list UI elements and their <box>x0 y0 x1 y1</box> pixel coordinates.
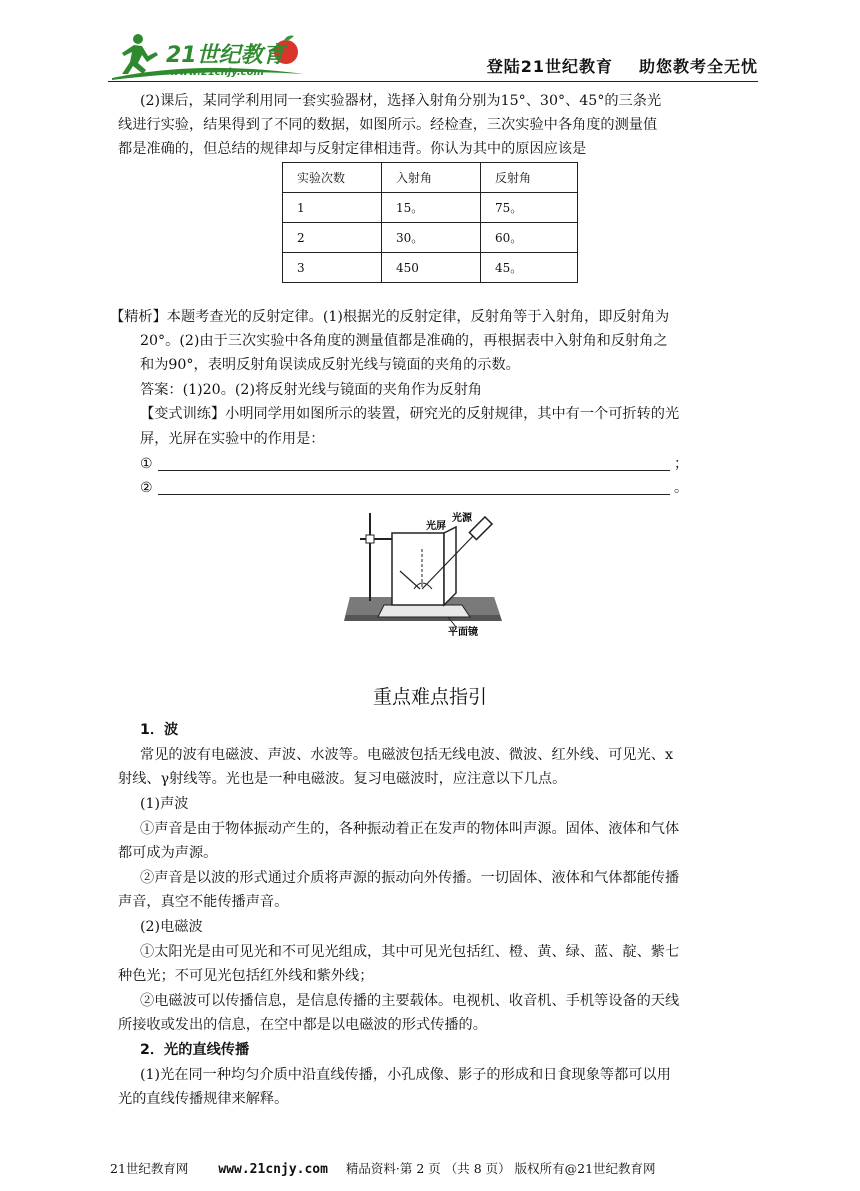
table-cell: 450 <box>382 253 481 283</box>
analysis-line1: 【精析】本题考查光的反射定律。(1)根据光的反射定律，反射角等于入射角，即反射角为 <box>110 309 670 325</box>
analysis-line3: 和为90°，表明反射角误读成反射光线与镜面的夹角的示数。 <box>140 357 520 373</box>
question2-line3: 都是准确的，但总结的规律却与反射定律相违背。你认为其中的原因应该是 <box>118 141 587 157</box>
analysis-line2: 20°。(2)由于三次实验中各角度的测量值都是准确的，再根据表中入射角和反射角之 <box>140 333 668 349</box>
blank1-prefix: ① <box>140 456 153 472</box>
label-mirror: 平面镜 <box>448 627 478 637</box>
wave-para-line2: 射线、γ射线等。光也是一种电磁波。复习电磁波时，应注意以下几点。 <box>118 771 567 787</box>
blank2-suffix: 。 <box>674 480 689 496</box>
experiment-table <box>282 162 578 283</box>
question2-line2: 线进行实验，结果得到了不同的数据，如图所示。经检查，三次实验中各角度的测量值 <box>118 117 658 133</box>
sound-item1-line2: 都可成为声源。 <box>118 845 218 861</box>
table-cell: 1 <box>283 193 382 223</box>
table-cell: 2 <box>283 223 382 253</box>
blank1-suffix: ； <box>674 456 689 472</box>
table-header-row <box>283 163 578 193</box>
footer-url-link[interactable]: www.21cnjy.com <box>218 1162 328 1177</box>
heading-wave: 1．波 <box>140 722 179 738</box>
table-header-cell: 实验次数 <box>283 163 382 193</box>
table-cell: 30。 <box>382 223 481 253</box>
light-para-line2: 光的直线传播规律来解释。 <box>118 1091 289 1107</box>
table-cell: 15。 <box>382 193 481 223</box>
header-title-part2: 助您教考全无忧 <box>638 57 758 76</box>
page-header <box>108 30 758 86</box>
variant-line1: 【变式训练】小明同学用如图所示的装置，研究光的反射规律，其中有一个可折转的光 <box>140 406 680 422</box>
table-row <box>283 253 578 283</box>
em-item2-line2: 所接收或发出的信息，在空中都是以电磁波的形式传播的。 <box>118 1017 487 1033</box>
reflection-apparatus-figure <box>344 509 506 637</box>
light-para-line1: (1)光在同一种均匀介质中沿直线传播，小孔成像、影子的形成和日食现象等都可以用 <box>140 1067 671 1083</box>
page-footer <box>110 1159 656 1177</box>
blank2-prefix: ② <box>140 480 153 496</box>
header-divider <box>108 81 758 82</box>
answer-line: 答案：(1)20。(2)将反射光线与镜面的夹角作为反射角 <box>140 382 482 398</box>
table-cell: 60。 <box>481 223 578 253</box>
section-title: 重点难点指引 <box>372 686 487 708</box>
em-item1-line2: 种色光；不可见光包括红外线和紫外线； <box>118 968 374 984</box>
label-screen: 光屏 <box>426 521 446 532</box>
table-cell: 75。 <box>481 193 578 223</box>
heading-light-propagation: 2．光的直线传播 <box>140 1042 250 1058</box>
table-cell: 45。 <box>481 253 578 283</box>
label-light-source: 光源 <box>452 513 472 524</box>
header-slogan <box>487 54 758 77</box>
table-header-cell: 反射角 <box>481 163 578 193</box>
table-row <box>283 193 578 223</box>
wave-para-line1: 常见的波有电磁波、声波、水波等。电磁波包括无线电波、微波、红外线、可见光、x <box>140 747 673 763</box>
footer-info: 精品资料·第 2 页 （共 8 页） 版权所有@21世纪教育网 <box>345 1161 656 1176</box>
subheading-em-wave: (2)电磁波 <box>140 919 203 935</box>
variant-line2: 屏，光屏在实验中的作用是： <box>140 431 325 447</box>
em-item1-line1: ①太阳光是由可见光和不可见光组成，其中可见光包括红、橙、黄、绿、蓝、靛、紫七 <box>140 944 680 960</box>
table-cell: 3 <box>283 253 382 283</box>
sound-item1-line1: ①声音是由于物体振动产生的，各种振动着正在发声的物体叫声源。固体、液体和气体 <box>140 821 680 837</box>
answer-blank-2[interactable] <box>158 494 670 495</box>
header-title-part1: 登陆21世纪教育 <box>486 57 613 76</box>
site-logo <box>108 30 308 82</box>
footer-site: 21世纪教育网 <box>110 1161 189 1176</box>
table-row <box>283 223 578 253</box>
subheading-sound: (1)声波 <box>140 796 189 812</box>
logo-brand-text: 21世纪教育 <box>166 43 285 68</box>
question2-line1: (2)课后，某同学利用同一套实验器材，选择入射角分别为15°、30°、45°的三条光 <box>140 93 662 109</box>
answer-blank-1[interactable] <box>158 470 670 471</box>
sound-item2-line1: ②声音是以波的形式通过介质将声源的振动向外传播。一切固体、液体和气体都能传播 <box>140 870 680 886</box>
sound-item2-line2: 声音，真空不能传播声音。 <box>118 894 289 910</box>
logo-url-text: www.21cnjy.com <box>170 67 264 78</box>
table-header-cell: 入射角 <box>382 163 481 193</box>
em-item2-line1: ②电磁波可以传播信息，是信息传播的主要载体。电视机、收音机、手机等设备的天线 <box>140 993 680 1009</box>
